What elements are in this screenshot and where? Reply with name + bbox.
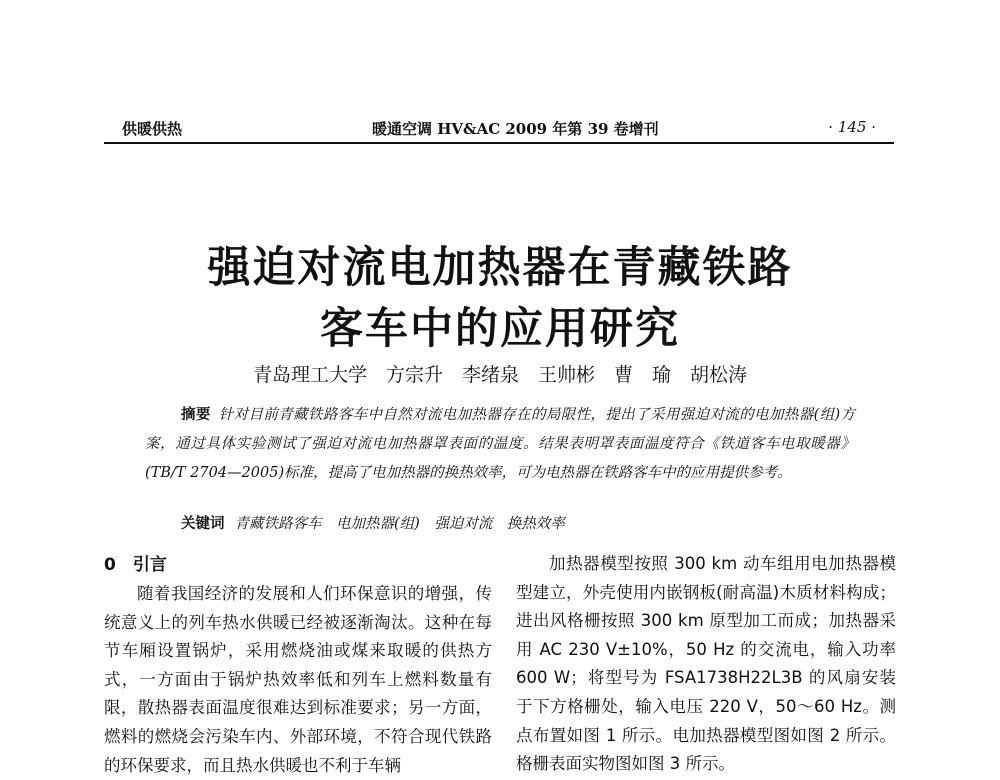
header-journal: 暖通空调 HV&AC 2009 年第 39 卷增刊 xyxy=(372,120,659,138)
body-paragraph-right: 加热器模型按照 300 km 动车组用电加热器模型建立，外壳使用内嵌钢板(耐高温)木质材料构成；进出风格栅按照 300 km 原型加工而成；加热器采用 AC 230 V±10%，50 Hz 的交流电，输入功率 600 W；将型号为 FSA1738H22L3B 的风扇安装于下方格栅处，输入电压 220 V，50～60 Hz。测点布置如图 1 所示。电加热器模型图如图 2 所示。格栅表面实物图如图 3 所示。 xyxy=(516,554,896,774)
keywords-label: 关键词 xyxy=(181,515,225,532)
abstract-text: 针对目前青藏铁路客车中自然对流电加热器存在的局限性，提出了采用强迫对流的电加热器(组)方案，通过具体实验测试了强迫对流电加热器罩表面的温度。结果表明罩表面温度符合《铁道客车电取暖器》(TB/T 2704—2005)标准，提高了电加热器的换热效率，可为电热器在铁路客车中的应用提供参考。 xyxy=(145,407,856,481)
body-paragraph-left: 随着我国经济的发展和人们环保意识的增强，传统意义上的列车热水供暖已经被逐渐淘汰。这种在每节车厢设置锅炉，采用燃烧油或煤来取暖的供热方式，一方面由于锅炉热效率低和列车上燃料数量有限，散热器表面温度很难达到标准要求；另一方面，燃料的燃烧会污染车内、外部环境，不符合现代铁路的环保要求，而且热水供暖也不利于车辆 xyxy=(104,584,492,775)
paper-title-line-1: 强迫对流电加热器在青藏铁路 xyxy=(207,243,793,293)
header-section: 供暖供热 xyxy=(122,120,183,138)
keywords-text: 青藏铁路客车 电加热器(组) 强迫对流 换热效率 xyxy=(234,516,565,532)
keywords xyxy=(181,512,861,533)
abstract xyxy=(145,400,855,488)
running-header xyxy=(104,112,894,144)
body-column-left xyxy=(104,550,492,780)
abstract-label: 摘要 xyxy=(181,406,211,423)
body-column-right xyxy=(516,550,896,779)
author-line: 青岛理工大学 方宗升 李绪泉 王帅彬 曹 瑜 胡松涛 xyxy=(252,364,747,386)
section-heading-introduction: 0 引言 xyxy=(104,555,167,575)
header-page-number: · 145 · xyxy=(828,118,876,136)
paper-title-line-2: 客车中的应用研究 xyxy=(320,304,680,354)
